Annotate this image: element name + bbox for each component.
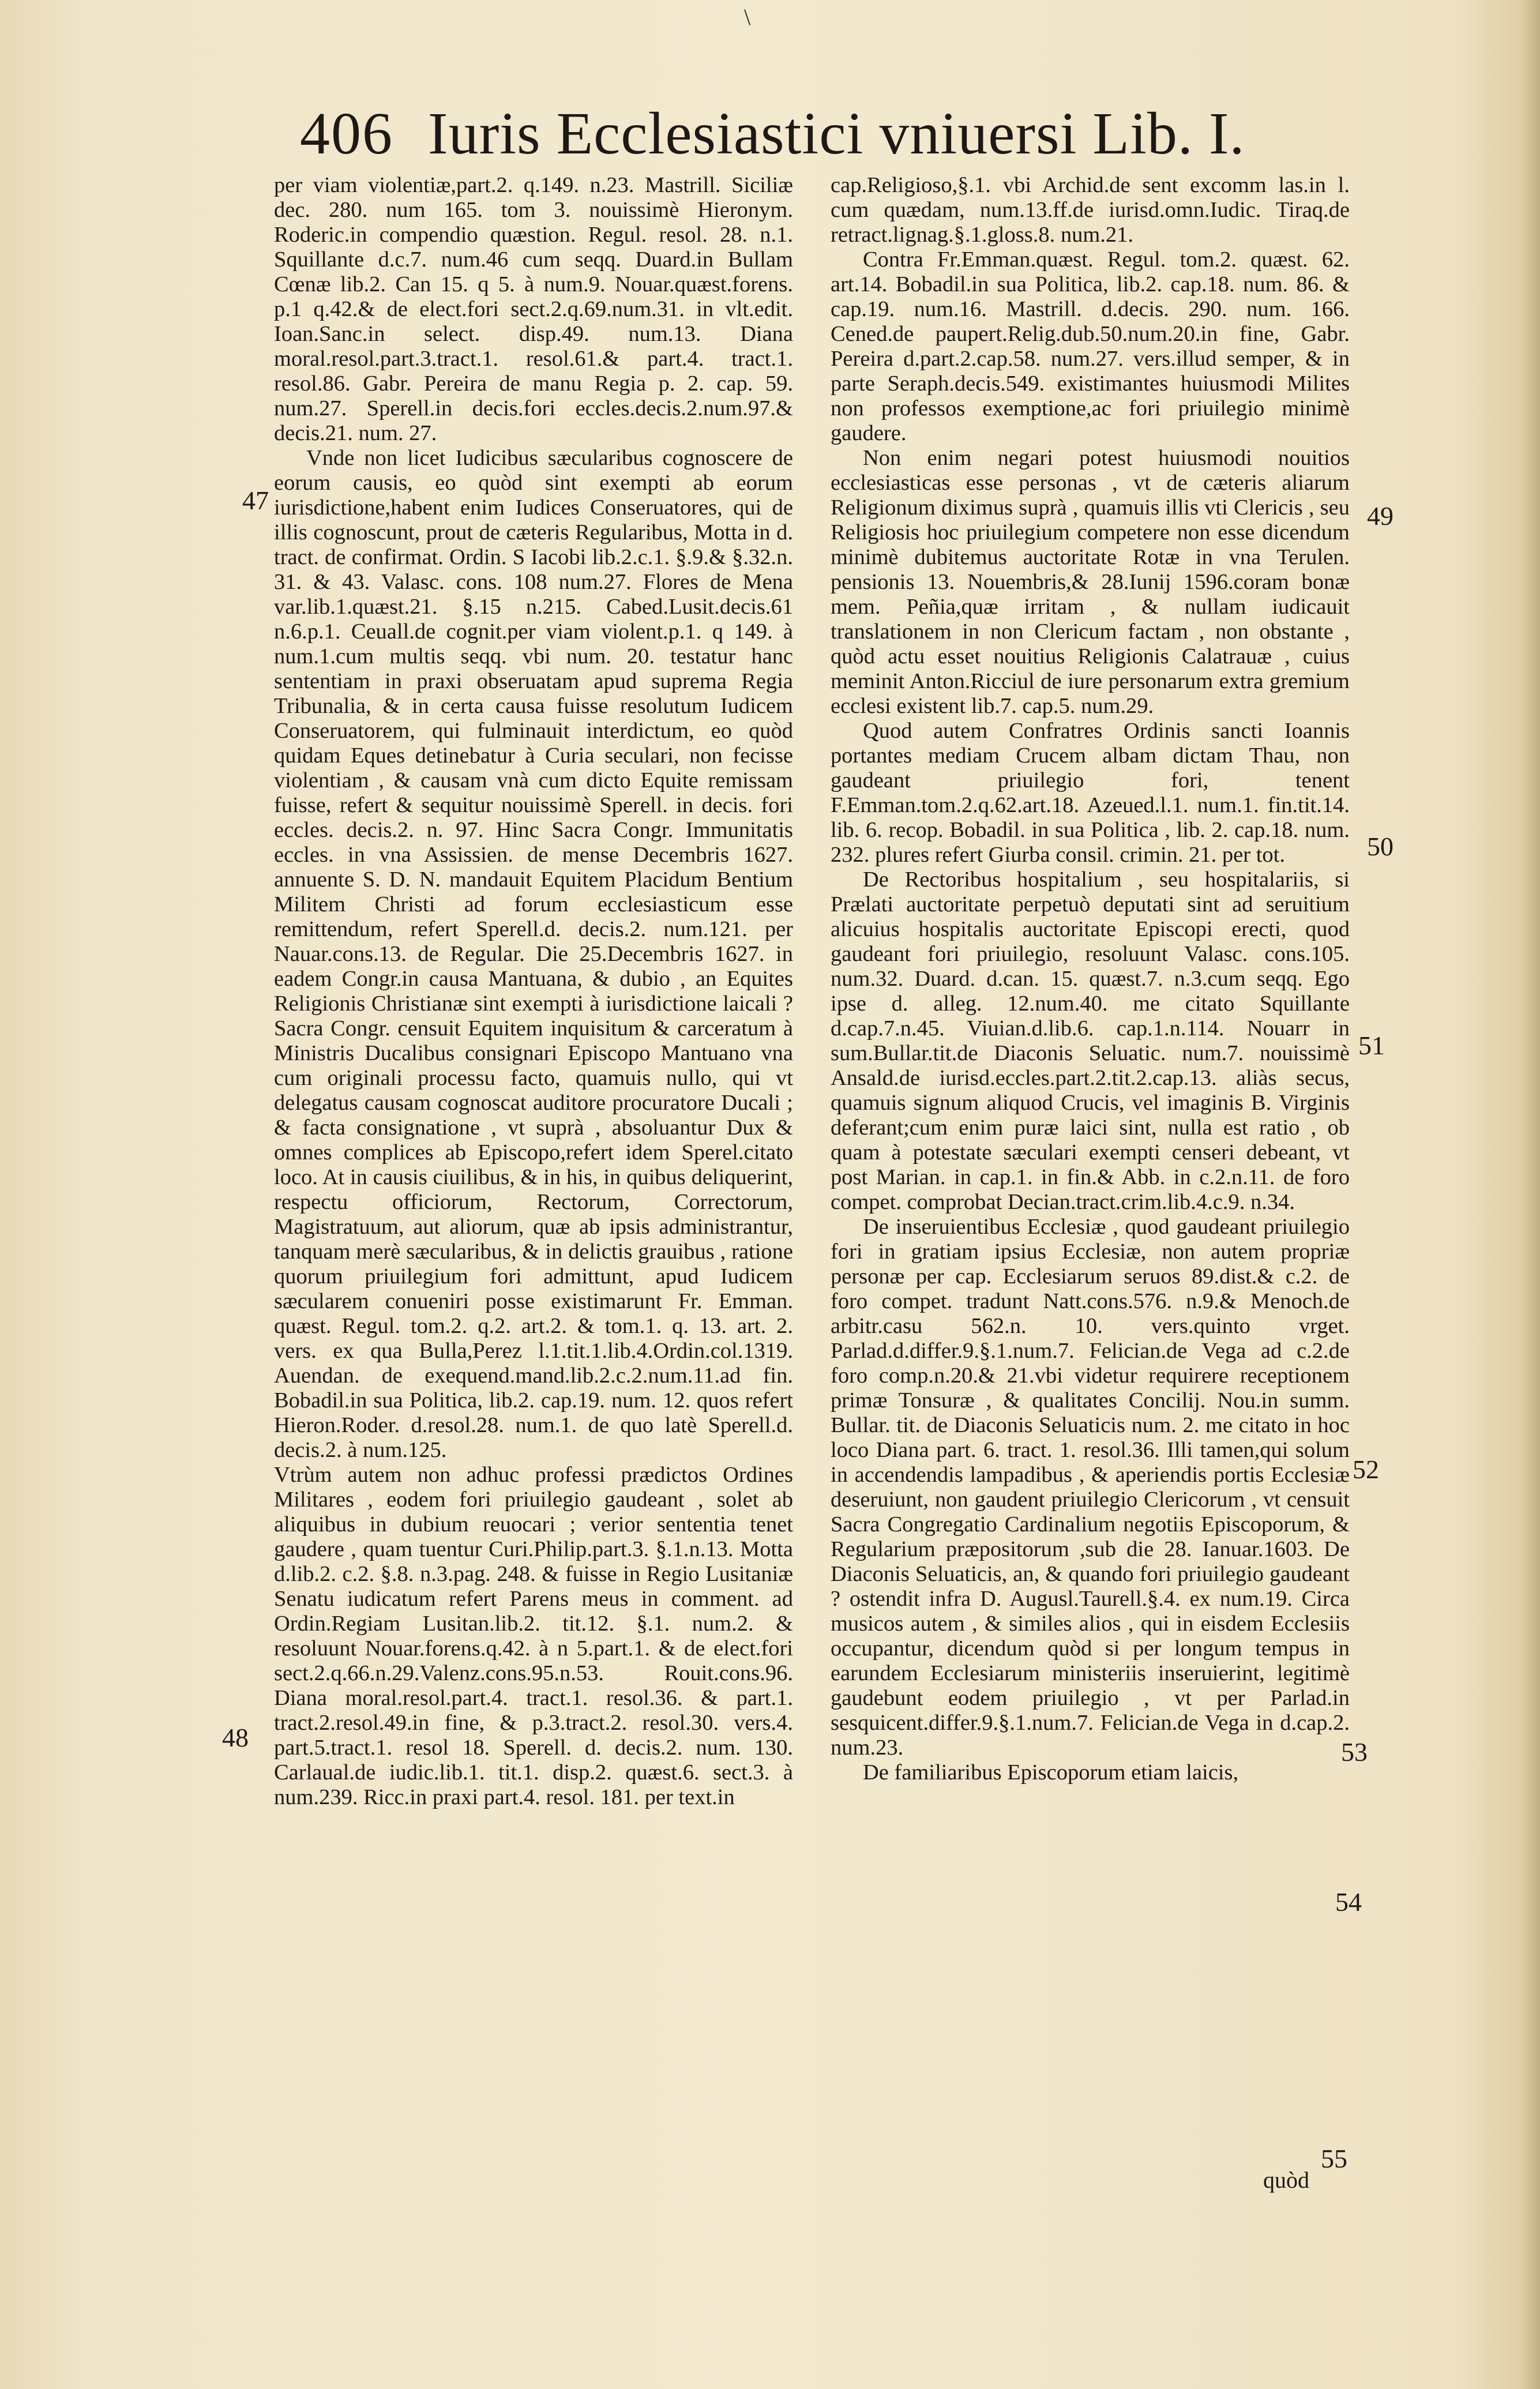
top-mark: \ bbox=[744, 4, 751, 30]
right-paragraph-3: Non enim negari potest huiusmodi nouitios ecclesiasticas esse personas , vt de cæteris aliarum Religionum diximus suprà , quamuis illis vti Clericis , seu Religiosis hoc priuilegium competere non esse dicendum minimè dubitemus auctoritate Rotæ in vna Terulen. pensionis 13. Nouembris,& 28.Iunij 1596.coram bonæ mem. Peñia,quæ irritam , & nullam iudicauit translationem in non Clericum factam , non obstante , quòd actu esset nouitius Religionis Calatrauæ , cuius meminit Anton.Ricciul de iure personarum extra gremium ecclesi existent lib.7. cap.5. num.29. bbox=[831, 446, 1350, 718]
right-paragraph-6: De inseruientibus Ecclesiæ , quod gaudeant priuilegio fori in gratiam ipsius Ecclesiæ, non autem propriæ personæ per cap. Ecclesiarum seruos 89.dist.& c.2. de foro compet. tradunt Natt.cons.576. n.9.& Menoch.de arbitr.casu 562.n. 10. vers.quinto vrget. Parlad.d.differ.9.§.1.num.7. Felician.de Vega ad c.2.de foro comp.n.20.& 21.vbi videtur requirere receptionem primæ Tonsuræ , & qualitates Concilij. Nou.in summ. Bullar. tit. de Diaconis Seluaticis num. 2. me citato in hoc loco Diana part. 6. tract. 1. resol.36. Illi tamen,qui solum in accendendis lampadibus , & aperiendis portis Ecclesiæ deseruiunt, non gaudent priuilegio Clericorum , vt censuit Sacra Congregatio Cardinalium negotiis Episcoporum, & Regularium præpositorum ,sub die 28. Ianuar.1603. De Diaconis Seluaticis, an, & quando fori priuilegio gaudeant ? ostendit infra D. Augusl.Taurell.§.4. ex num.19. Circa musicos autem , & similes alios , qui in eisdem Ecclesiis occupantur, dicendum quòd si per longum tempus in earundem Ecclesiarum ministeriis inseruierint, legitimè gaudebunt eodem priuilegio , vt per Parlad.in sesquicent.differ.9.§.1.num.7. Felician.de Vega in d.cap.2. num.23. bbox=[831, 1215, 1350, 1760]
left-paragraph-1: per viam violentiæ,part.2. q.149. n.23. Mastrill. Siciliæ dec. 280. num 165. tom 3. nouissimè Hieronym. Roderic.in compendio quæstion. Regul. resol. 28. n.1. Squillante d.c.7. num.46 cum seqq. Duard.in Bullam Cœnæ lib.2. Can 15. q 5. à num.9. Nouar.quæst.forens. p.1 q.42.& de elect.fori sect.2.q.69.num.31. in vlt.edit. Ioan.Sanc.in select. disp.49. num.13. Diana moral.resol.part.3.tract.1. resol.61.& part.4. tract.1. resol.86. Gabr. Pereira de manu Regia p. 2. cap. 59. num.27. Sperell.in decis.fori eccles.decis.2.num.97.& decis.21. num. 27. bbox=[274, 173, 793, 445]
margin-number-47: 47 bbox=[242, 486, 269, 515]
right-paragraph-7: De familiaribus Episcoporum etiam laicis, bbox=[863, 1760, 1239, 1785]
margin-number-55: 55 bbox=[1321, 2144, 1347, 2173]
margin-number-52: 52 bbox=[1353, 1455, 1379, 1484]
margin-number-54: 54 bbox=[1335, 1887, 1362, 1917]
right-paragraph-1: cap.Religioso,§.1. vbi Archid.de sent excomm las.in l. cum quædam, num.13.ff.de iurisd.omn.Iudic. Tiraq.de retract.lignag.§.1.gloss.8. num.21. bbox=[831, 173, 1350, 247]
page-number: 406 bbox=[300, 100, 393, 167]
right-paragraph-2: Contra Fr.Emman.quæst. Regul. tom.2. quæst. 62. art.14. Bobadil.in sua Politica, lib.2. cap.18. num. 86. & cap.19. num.16. Mastrill. d.decis. 290. num. 166. Cened.de paupert.Relig.dub.50.num.20.in fine, Gabr. Pereira d.part.2.cap.58. num.27. vers.illud semper, & in parte Seraph.decis.549. existimantes huiusmodi Milites non professos exemptione,ac fori priuilegio minimè gaudere. bbox=[831, 247, 1350, 445]
left-paragraph-3: Vtrùm autem non adhuc professi prædictos Ordines Militares , eodem fori priuilegio gaudeant , solet ab aliquibus in dubium reuocari ; verior sententia tenet gaudere , quam tuentur Curi.Philip.part.3. §.1.n.13. Motta d.lib.2. c.2. §.8. n.3.pag. 248. & fuisse in Regio Lusitaniæ Senatu iudicatum refert Parens meus in comment. ad Ordin.Regiam Lusitan.lib.2. tit.12. §.1. num.2. & resoluunt Nouar.forens.q.42. à n 5.part.1. & de elect.fori sect.2.q.66.n.29.Valenz.cons.95.n.53. Rouit.cons.96. Diana moral.resol.part.4. tract.1. resol.36. & part.1. tract.2.resol.49.in fine, & p.3.tract.2. resol.30. vers.4. part.5.tract.1. resol 18. Sperell. d. decis.2. num. 130. Carlaual.de iudic.lib.1. tit.1. disp.2. quæst.6. sect.3. à num.239. Ricc.in praxi part.4. resol. 181. per text.in bbox=[274, 1463, 793, 1809]
margin-number-53: 53 bbox=[1341, 1737, 1368, 1767]
running-title: Iuris Ecclesiastici vniuersi Lib. I. bbox=[428, 100, 1245, 167]
margin-number-49: 49 bbox=[1367, 501, 1393, 531]
margin-number-50: 50 bbox=[1367, 832, 1393, 861]
catchword: quòd bbox=[1263, 2167, 1309, 2193]
right-column bbox=[831, 173, 1350, 2203]
right-paragraph-5: De Rectoribus hospitalium , seu hospitalariis, si Prælati auctoritate perpetuò deputati sint ad seruitium alicuius hospitalis auctoritate Episcopi erecti, quod gaudeant fori priuilegio, resoluunt Valasc. cons.105. num.32. Duard. d.can. 15. quæst.7. n.3.cum seqq. Ego ipse d. alleg. 12.num.40. me citato Squillante d.cap.7.n.45. Viuian.d.lib.6. cap.1.n.114. Nouarr in sum.Bullar.tit.de Diaconis Seluatic. num.7. nouissimè Ansald.de iurisd.eccles.part.2.tit.2.cap.13. aliàs secus, quamuis signum aliquod Crucis, vel imaginis B. Virginis deferant;cum enim puræ laici sint, nulla est ratio , ob quam à potestate sæculari exempti censeri debeant, vt post Marian. in cap.1. in fin.& Abb. in c.2.n.11. de foro compet. comprobat Decian.tract.crim.lib.4.c.9. n.34. bbox=[831, 867, 1350, 1214]
margin-number-51: 51 bbox=[1358, 1031, 1385, 1060]
left-paragraph-2: Vnde non licet Iudicibus sæcularibus cognoscere de eorum causis, eo quòd sint exempti ab eorum iurisdictione,habent enim Iudices Conseruatores, qui de illis cognoscunt, prout de cæteris Regularibus, Motta in d. tract. de confirmat. Ordin. S Iacobi lib.2.c.1. §.9.& §.32.n. 31. & 43. Valasc. cons. 108 num.27. Flores de Mena var.lib.1.quæst.21. §.15 n.215. Cabed.Lusit.decis.61 n.6.p.1. Ceuall.de cognit.per viam violent.p.1. q 149. à num.1.cum multis seqq. vbi num. 20. testatur hanc sententiam in praxi obseruatam apud suprema Regia Tribunalia, & in certa causa fuisse resolutum Iudicem Conseruatorem, qui fulminauit interdictum, eo quòd quidam Eques detinebatur à Curia seculari, non fecisse violentiam , & causam vnà cum dicto Equite remissam fuisse, refert & sequitur nouissimè Sperell. in decis. fori eccles. decis.2. n. 97. Hinc Sacra Congr. Immunitatis eccles. in vna Assissien. de mense Decembris 1627. annuente S. D. N. mandauit Equitem Placidum Bentium Militem Christi ad forum ecclesiasticum esse remittendum, refert Sperell.d. decis.2. num.121. per Nauar.cons.13. de Regular. Die 25.Decembris 1627. in eadem Congr.in causa Mantuana, & dubio , an Equites Religionis Christianæ sint exempti à iurisdictione laicali ? Sacra Congr. censuit Equitem inquisitum & carceratum à Ministris Ducalibus consignari Episcopo Mantuano vna cum originali processu facto, quamuis nullo, qui vt delegatus causam cognoscat auditore procuratore Ducali ; & facta consignatione , vt suprà , absoluantur Dux & omnes complices ab Episcopo,refert idem Sperel.citato loco. At in causis ciuilibus, & in his, in quibus deliquerint, respectu officiorum, Rectorum, Correctorum, Magistratuum, aut aliorum, quæ ab ipsis administrantur, tanquam merè sæcularibus, & in delictis grauibus , ratione quorum priuilegium fori admittunt, apud Iudicem sæcularem conueniri posse existimarunt Fr. Emman. quæst. Regul. tom.2. q.2. art.2. & tom.1. q. 13. art. 2. vers. ex qua Bulla,Perez l.1.tit.1.lib.4.Ordin.col.1319. Auendan. de exequend.mand.lib.2.c.2.num.11.ad fin. Bobadil.in sua Politica, lib.2. cap.19. num. 12. quos refert Hieron.Roder. d.resol.28. num.1. de quo latè Sperell.d. decis.2. à num.125. bbox=[274, 446, 793, 1462]
margin-number-48: 48 bbox=[222, 1723, 249, 1752]
right-paragraph-4: Quod autem Confratres Ordinis sancti Ioannis portantes mediam Crucem albam dictam Thau, non gaudeant priuilegio fori, tenent F.Emman.tom.2.q.62.art.18. Azeued.l.1. num.1. fin.tit.14. lib. 6. recop. Bobadil. in sua Politica , lib. 2. cap.18. num. 232. plures refert Giurba consil. crimin. 21. per tot. bbox=[831, 719, 1350, 867]
left-column bbox=[274, 173, 793, 2203]
page-edge-shadow bbox=[1520, 0, 1540, 2389]
